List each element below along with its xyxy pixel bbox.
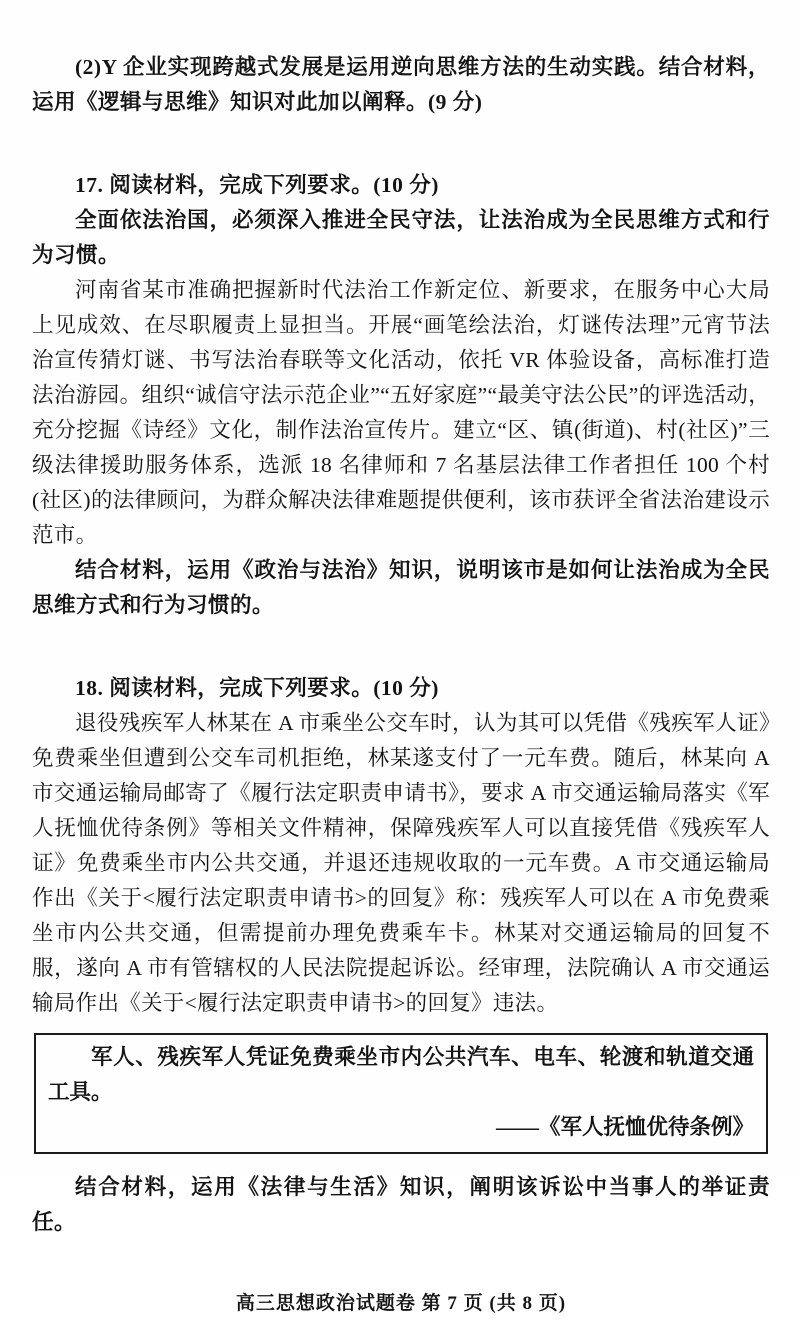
question-18-material: 退役残疾军人林某在 A 市乘坐公交车时，认为其可以凭借《残疾军人证》免费乘坐但遭到公交车司机拒绝，林某遂支付了一元车费。随后，林某向 A 市交通运输局邮寄了《履行法定职责申请书》，要求 A 市交通运输局落实《军人抚恤优待条例》等相关文件精神，保障残疾军人可以直接凭借《残疾军人证》免费乘坐市内公共交通，并退还违规收取的一元车费。A 市交通运输局作出《关于<履行法定职责申请书>的回复》称：残疾军人可以在 A 市免费乘坐市内公共交通，但需提前办理免费乘车卡。林某对交通运输局的回复不服，遂向 A 市有管辖权的人民法院提起诉讼。经审理，法院确认 A 市交通运输局作出《关于<履行法定职责申请书>的回复》违法。 (32, 711, 770, 1015)
regulation-quote-text: 军人、残疾军人凭证免费乘坐市内公共汽车、电车、轮渡和轨道交通工具。 (48, 1045, 754, 1104)
question-18-stem: 18. 阅读材料，完成下列要求。(10 分) (75, 676, 439, 700)
page-footer: 高三思想政治试题卷 第 7 页 (共 8 页) (235, 1293, 567, 1314)
question-17-intro: 全面依法治国，必须深入推进全民守法，让法治成为全民思维方式和行为习惯。 (32, 208, 770, 267)
question-17-material: 河南省某市准确把握新时代法治工作新定位、新要求，在服务中心大局上见成效、在尽职履责上显担当。开展“画笔绘法治，灯谜传法理”元宵节法治宣传猜灯谜、书写法治春联等文化活动，依托 VR 体验设备，高标准打造法治游园。组织“诚信守法示范企业”“五好家庭”“最美守法公民”的评选活动，充分挖掘《诗经》文化，制作法治宣传片。建立“区、镇(街道)、村(社区)”三级法律援助服务体系，选派 18 名律师和 7 名基层法律工作者担任 100 个村(社区)的法律顾问，为群众解决法律难题提供便利，该市获评全省法治建设示范市。 (32, 278, 770, 547)
question-18-task: 结合材料，运用《法律与生活》知识，阐明该诉讼中当事人的举证责任。 (32, 1175, 770, 1234)
regulation-quote-box (34, 1033, 768, 1154)
question-16-part2-text: (2)Y 企业实现跨越式发展是运用逆向思维方法的生动实践。结合材料，运用《逻辑与思维》知识对此加以阐释。(9 分) (32, 55, 770, 114)
question-17-task: 结合材料，运用《政治与法治》知识，说明该市是如何让法治成为全民思维方式和行为习惯的。 (32, 558, 770, 617)
question-17-stem: 17. 阅读材料，完成下列要求。(10 分) (75, 173, 439, 197)
regulation-quote-source: ——《军人抚恤优待条例》 (495, 1115, 754, 1139)
